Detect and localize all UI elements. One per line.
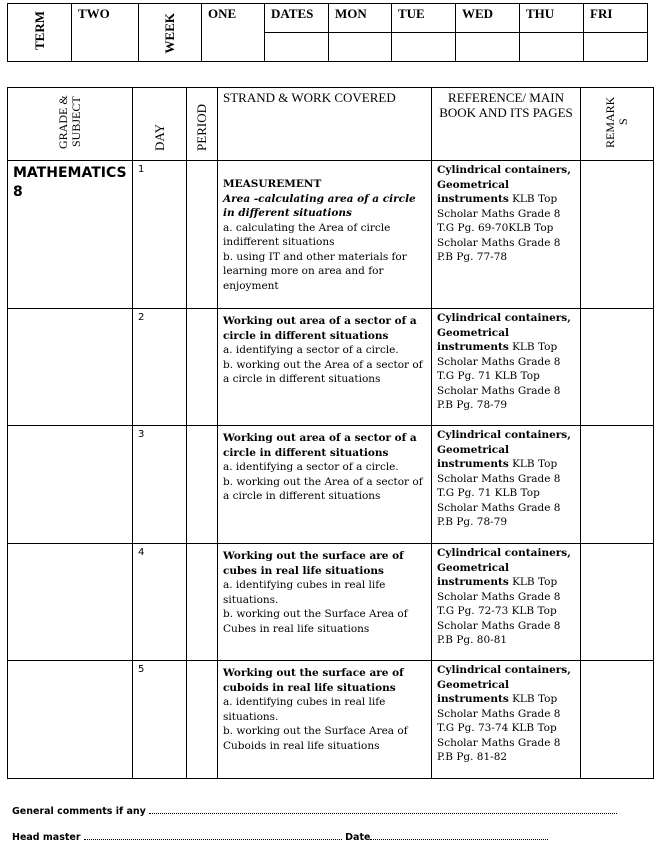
day-number: 5 (133, 661, 187, 779)
head-master-field[interactable] (84, 830, 342, 840)
reference-materials: Cylindrical containers, Geometrical instruments (437, 312, 571, 353)
general-comments-line (12, 804, 617, 817)
work-line: b. using IT and other materials for learning more on area and for enjoyment (223, 250, 407, 292)
term-label-cell (8, 4, 72, 62)
general-comments-label: General comments if any (12, 806, 146, 817)
reference-books: KLB Top Scholar Maths Grade 8 T.G Pg. 72-73 KLB Top Scholar Maths Grade 8 P.B Pg. 80-81 (437, 576, 561, 646)
subject-cell (8, 544, 133, 661)
table-row (8, 161, 654, 309)
day-number: 3 (133, 426, 187, 544)
week-label: WEEK (162, 12, 177, 53)
sub-strand-title: Area -calculating area of a circle in different situations (223, 192, 416, 219)
day-tue: TUE (392, 4, 456, 33)
subject-cell (8, 661, 133, 779)
work-line: b. working out the Area of a sector of a circle in different situations (223, 358, 423, 385)
period-cell (187, 661, 218, 779)
strand-title: Working out the surface are of cuboids in real life situations (223, 667, 404, 694)
work-line: a. identifying cubes in real life situations. (223, 579, 386, 606)
work-line: a. identifying cubes in real life situations. (223, 696, 386, 723)
table-row (8, 661, 654, 779)
work-cell (218, 161, 432, 309)
table-row (8, 426, 654, 544)
work-line: b. working out the Surface Area of Cubes in real life situations (223, 608, 408, 635)
headmaster-line (12, 830, 548, 843)
day-label: DAY (151, 124, 167, 151)
period-cell (187, 161, 218, 309)
term-week-table (7, 3, 648, 62)
fri-cell (584, 33, 648, 62)
reference-books: KLB Top Scholar Maths Grade 8 T.G Pg. 73-74 KLB Top Scholar Maths Grade 8 P.B Pg. 81-82 (437, 693, 561, 763)
reference-books: KLB Top Scholar Maths Grade 8 T.G Pg. 69-70KLB Top Scholar Maths Grade 8 P.B Pg. 77-78 (437, 193, 561, 263)
term-label: TERM (31, 11, 47, 50)
remarks-label: REMARK S (603, 96, 630, 148)
wed-cell (456, 33, 520, 62)
subject-cell: MATHEMATICS 8 (8, 161, 133, 309)
table-row (8, 309, 654, 426)
reference-materials: Cylindrical containers, Geometrical instruments (437, 664, 571, 705)
period-cell (187, 309, 218, 426)
period-cell (187, 426, 218, 544)
strand-title: Working out area of a sector of a circle in different situations (223, 315, 417, 342)
work-line: b. working out the Area of a sector of a circle in different situations (223, 475, 423, 502)
day-number: 2 (133, 309, 187, 426)
day-thu: THU (520, 4, 584, 33)
reference-materials: Cylindrical containers, Geometrical instruments (437, 547, 571, 588)
remarks-cell (581, 161, 654, 309)
remarks-cell (581, 426, 654, 544)
work-line: a. calculating the Area of circle indifferent situations (223, 221, 391, 248)
period-cell (187, 544, 218, 661)
subject-cell (8, 309, 133, 426)
work-line: b. working out the Surface Area of Cuboids in real life situations (223, 725, 408, 752)
general-comments-field[interactable] (149, 804, 617, 814)
date-field[interactable] (370, 830, 548, 840)
work-line: a. identifying a sector of a circle. (223, 461, 399, 473)
thu-cell (520, 33, 584, 62)
term-value: TWO (72, 4, 139, 62)
work-cell (218, 426, 432, 544)
tue-cell (392, 33, 456, 62)
week-label-cell (139, 4, 202, 62)
reference-materials: Cylindrical containers, Geometrical instruments (437, 429, 571, 470)
reference-header: REFERENCE/ MAIN BOOK AND ITS PAGES (432, 88, 581, 161)
day-number: 4 (133, 544, 187, 661)
subject-cell (8, 426, 133, 544)
week-value: ONE (202, 4, 265, 62)
reference-cell (432, 309, 581, 426)
reference-cell (432, 544, 581, 661)
reference-cell (432, 426, 581, 544)
remarks-cell (581, 544, 654, 661)
grade-subject-header (8, 88, 133, 161)
remarks-cell (581, 661, 654, 779)
day-number: 1 (133, 161, 187, 309)
strand-title: MEASUREMENT (223, 178, 322, 190)
reference-books: KLB Top Scholar Maths Grade 8 T.G Pg. 71 KLB Top Scholar Maths Grade 8 P.B Pg. 78-79 (437, 458, 561, 528)
reference-cell (432, 161, 581, 309)
work-line: a. identifying a sector of a circle. (223, 344, 399, 356)
remarks-header (581, 88, 654, 161)
period-label: PERIOD (194, 104, 209, 151)
strand-header: STRAND & WORK COVERED (218, 88, 432, 161)
day-fri: FRI (584, 4, 648, 33)
table-row (8, 544, 654, 661)
head-master-label: Head master (12, 832, 81, 843)
dates-cell (265, 33, 329, 62)
day-mon: MON (329, 4, 392, 33)
strand-title: Working out the surface are of cubes in real life situations (223, 550, 404, 577)
strand-title: Working out area of a sector of a circle in different situations (223, 432, 417, 459)
dates-label: DATES (265, 4, 329, 33)
work-cell (218, 544, 432, 661)
mon-cell (329, 33, 392, 62)
work-cell (218, 661, 432, 779)
reference-materials: Cylindrical containers, Geometrical instruments (437, 164, 571, 205)
reference-books: KLB Top Scholar Maths Grade 8 T.G Pg. 71 KLB Top Scholar Maths Grade 8 P.B Pg. 78-79 (437, 341, 561, 411)
day-header (133, 88, 187, 161)
day-wed: WED (456, 4, 520, 33)
reference-cell (432, 661, 581, 779)
lesson-plan-table (7, 87, 654, 779)
work-cell (218, 309, 432, 426)
date-label: Date (345, 832, 371, 843)
remarks-cell (581, 309, 654, 426)
period-header (187, 88, 218, 161)
grade-subject-label: GRADE & SUBJECT (56, 95, 83, 149)
